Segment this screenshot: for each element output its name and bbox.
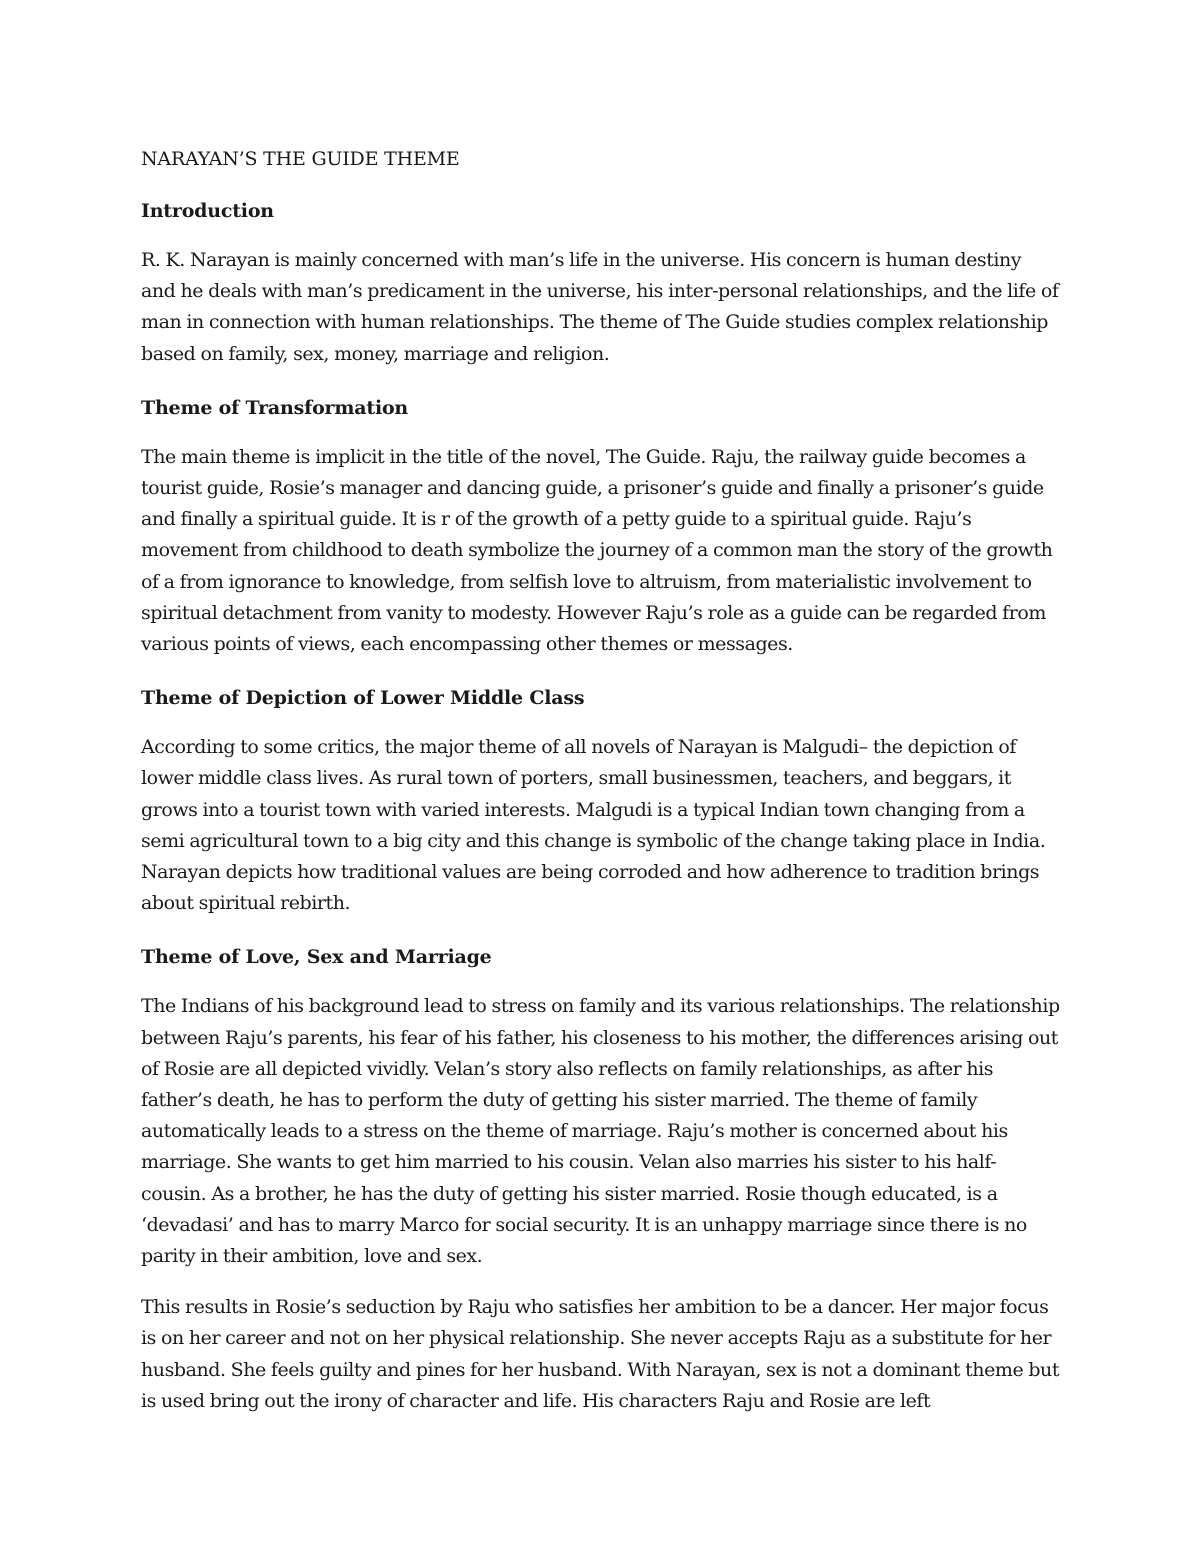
paragraph-love-sex-marriage-2: This results in Rosie’s seduction by Raju who satisfies her ambition to be a dancer. Her major focus is on her career and not on her physical relationship. She never accepts Raju as a substitute for her husband. She feels guilty and pines for her husband. With Narayan, sex is not a dominant theme but is used bring out the irony of character and life. His characters Raju and Rosie are left	[141, 1296, 1060, 1412]
paragraph-transformation: The main theme is implicit in the title of the novel, The Guide. Raju, the railway guide becomes a tourist guide, Rosie’s manager and dancing guide, a prisoner’s guide and finally a prisoner’s guide and finally a spiritual guide. It is r of the growth of a petty guide to a spiritual guide. Raju’s movement from childhood to death symbolize the journey of a common man the story of the growth of a from ignorance to knowledge, from selfish love to altruism, from materialistic involvement to spiritual detachment from vanity to modesty. However Raju’s role as a guide can be regarded from various points of views, each encompassing other themes or messages.	[141, 445, 1053, 656]
paragraph-love-sex-marriage-1: The Indians of his background lead to stress on family and its various relationships. The relationship between Raju’s parents, his fear of his father, his closeness to his mother, the differences arising out of Rosie are all depicted vividly. Velan’s story also reflects on family relationships, as after his father’s death, he has to perform the duty of getting his sister married. The theme of family automatically leads to a stress on the theme of marriage. Raju’s mother is concerned about his marriage. She wants to get him married to his cousin. Velan also marries his sister to his half-cousin. As a brother, he has the duty of getting his sister married. Rosie though educated, is a ‘devadasi’ and has to marry Marco for social security. It is an unhappy marriage since there is no parity in their ambition, love and sex.	[141, 995, 1060, 1268]
document-title: NARAYAN’S THE GUIDE THEME	[141, 148, 460, 170]
paragraph-lower-middle-class: According to some critics, the major theme of all novels of Narayan is Malgudi– the depiction of lower middle class lives. As rural town of porters, small businessmen, teachers, and beggars, it grows into a tourist town with varied interests. Malgudi is a typical Indian town changing from a semi agricultural town to a big city and this change is symbolic of the change taking place in India. Narayan depicts how traditional values are being corroded and how adherence to tradition brings about spiritual rebirth.	[141, 736, 1046, 915]
paragraph-introduction: R. K. Narayan is mainly concerned with man’s life in the universe. His concern is human destiny and he deals with man’s predicament in the universe, his inter-personal relationships, and the life of man in connection with human relationships. The theme of The Guide studies complex relationship based on family, sex, money, marriage and religion.	[141, 249, 1059, 365]
heading-lower-middle-class: Theme of Depiction of Lower Middle Class	[141, 687, 585, 710]
heading-love-sex-marriage: Theme of Love, Sex and Marriage	[141, 946, 492, 969]
heading-introduction: Introduction	[141, 200, 274, 222]
heading-theme-of-transformation: Theme of Transformation	[141, 396, 409, 419]
